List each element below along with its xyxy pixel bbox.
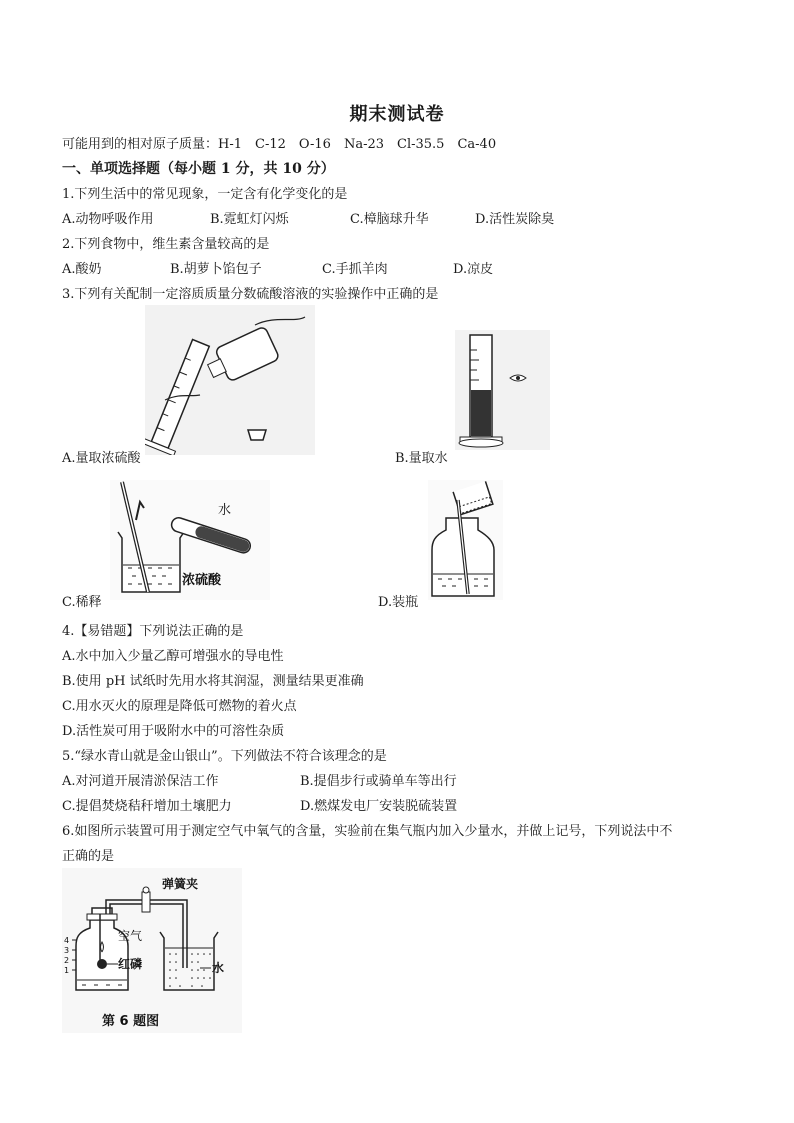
figure-3d-bottling (428, 480, 503, 600)
label-air: 空气 (118, 929, 143, 943)
question-5-stem: 5.“绿水青山就是金山银山”。下列做法不符合该理念的是 (62, 749, 387, 764)
question-6-stem-line2: 正确的是 (62, 849, 115, 864)
q4-option-b: B.使用 pH 试纸时先用水将其润湿，测量结果更准确 (62, 674, 364, 689)
q1-option-b: B.霓虹灯闪烁 (210, 212, 289, 227)
q3-option-c: C.稀释 (62, 595, 102, 610)
q2-option-c: C.手抓羊肉 (322, 262, 388, 277)
scale-tick-4: 4 (64, 936, 70, 945)
question-2-stem: 2.下列食物中，维生素含量较高的是 (62, 237, 270, 252)
figure-3c-dilute (110, 480, 270, 600)
atomic-masses: 可能用到的相对原子质量：H-1 C-12 O-16 Na-23 Cl-35.5 Ca-40 (62, 137, 497, 152)
scale-tick-1: 1 (64, 966, 70, 975)
figure-3b-measure-water (455, 330, 550, 450)
q1-option-c: C.樟脑球升华 (350, 212, 429, 227)
question-1-stem: 1.下列生活中的常见现象，一定含有化学变化的是 (62, 187, 348, 202)
figure-3a-pour-concentrated-acid (145, 305, 315, 455)
question-3-stem: 3.下列有关配制一定溶质质量分数硫酸溶液的实验操作中正确的是 (62, 287, 439, 302)
q2-option-d: D.凉皮 (453, 262, 494, 277)
page-title: 期末测试卷 (349, 104, 445, 125)
question-6-stem-line1: 6.如图所示装置可用于测定空气中氧气的含量，实验前在集气瓶内加入少量水，并做上记号，下列说法中不 (62, 824, 673, 839)
q1-option-a: A.动物呼吸作用 (62, 212, 154, 227)
q5-option-c: C.提倡焚烧秸秆增加土壤肥力 (62, 799, 232, 814)
label-concentrated-acid: 浓硫酸 (182, 573, 222, 588)
scale-tick-3: 3 (64, 946, 70, 955)
q3-option-a: A.量取浓硫酸 (62, 451, 141, 466)
label-water: 水 (218, 503, 232, 518)
label-spring-clip: 弹簧夹 (162, 877, 199, 891)
q2-option-b: B.胡萝卜馅包子 (170, 262, 262, 277)
q2-option-a: A.酸奶 (62, 262, 102, 277)
q3-option-b: B.量取水 (395, 451, 448, 466)
q5-option-a: A.对河道开展清淤保洁工作 (62, 774, 219, 789)
figure-6-oxygen-apparatus (62, 868, 242, 1033)
q5-option-b: B.提倡步行或骑单车等出行 (300, 774, 457, 789)
q1-option-d: D.活性炭除臭 (475, 212, 555, 227)
q4-option-c: C.用水灭火的原理是降低可燃物的着火点 (62, 699, 297, 714)
label-water: 水 (212, 961, 225, 975)
section-heading: 一、单项选择题（每小题 1 分，共 10 分） (62, 161, 335, 177)
figure-6-caption: 第 6 题图 (102, 1014, 160, 1029)
scale-tick-2: 2 (64, 956, 70, 965)
label-red-phosphorus: 红磷 (118, 957, 143, 971)
q5-option-d: D.燃煤发电厂安装脱硫装置 (300, 799, 458, 814)
q3-option-d: D.装瓶 (378, 595, 419, 610)
q4-option-d: D.活性炭可用于吸附水中的可溶性杂质 (62, 724, 285, 739)
q4-option-a: A.水中加入少量乙醇可增强水的导电性 (62, 649, 284, 664)
question-4-stem: 4.【易错题】下列说法正确的是 (62, 624, 244, 639)
